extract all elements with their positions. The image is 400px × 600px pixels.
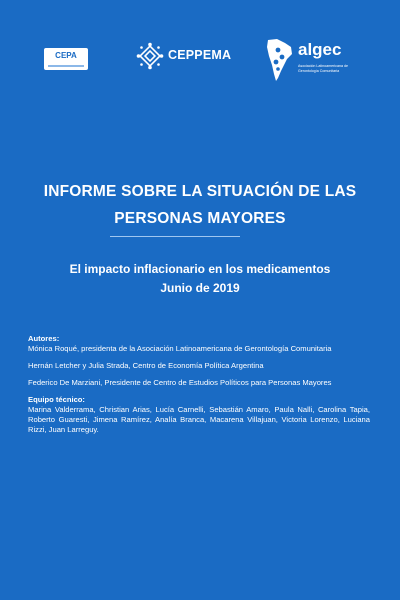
report-title-line-1: INFORME SOBRE LA SITUACIÓN DE LAS (43, 183, 357, 200)
cepa-logo (44, 48, 88, 70)
ceppema-logo-text: CEPPEMA (168, 48, 232, 62)
report-subtitle (20, 260, 380, 298)
logo-bar (0, 38, 400, 84)
algec-logo-subtitle: Asociación Latinoamericana de Gerontología Comunitaria (298, 64, 348, 73)
ceppema-logo-mark-icon (136, 42, 164, 70)
team-heading: Equipo técnico: (28, 395, 85, 404)
algec-logo-text: algec (298, 40, 342, 59)
report-date: Junio de 2019 (160, 281, 240, 295)
cepa-logo-underline (48, 65, 84, 67)
author-entry: Hernán Letcher y Julia Strada, Centro de Economía Política Argentina (28, 361, 264, 370)
credits-section (28, 334, 370, 435)
author-entry: Mónica Roqué, presidenta de la Asociación Latinoamericana de Gerontología Comunitaria (28, 344, 332, 353)
title-divider (110, 236, 240, 237)
report-subtitle-line-1: El impacto inflacionario en los medicamentos (69, 262, 331, 276)
algec-logo-mark-icon (265, 38, 295, 82)
cepa-logo-text: CEPA (55, 51, 77, 60)
author-entry: Federico De Marziani, Presidente de Centro de Estudios Políticos para Personas Mayores (28, 378, 332, 387)
report-title (20, 178, 380, 232)
authors-heading: Autores: (28, 334, 60, 343)
team-members: Marina Valderrama, Christian Arias, Lucía Carnelli, Sebastián Amaro, Paula Nalli, Carolina Tapia, Roberto Guaresti, Jimena Ramírez, Analía Branca, Macarena Villajuan, Victoria Lorenzo, Luciana Rizzi, Juan Larreguy. (28, 405, 370, 434)
report-title-line-2: PERSONAS MAYORES (114, 210, 286, 227)
